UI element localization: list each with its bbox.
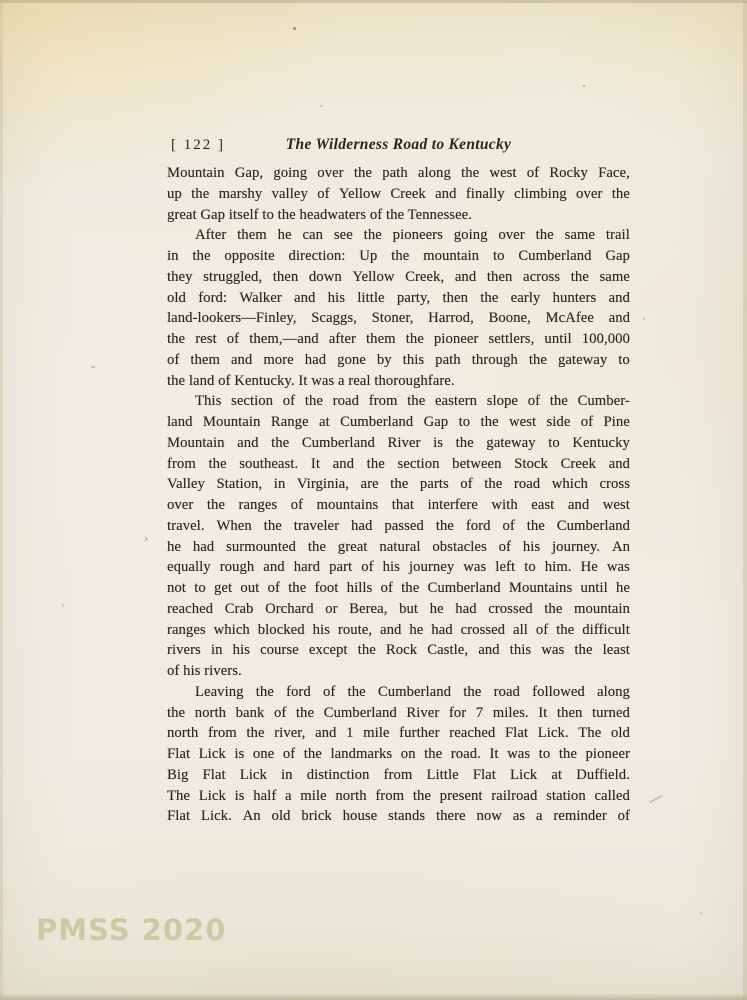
foxing-spot: [62, 604, 64, 607]
text-line: of them and more had gone by this path through the gateway to: [167, 351, 630, 368]
watermark-text: PMSS 2020: [36, 913, 227, 947]
text-line: the rest of them,—and after them the pioneer settlers, until 100,000: [167, 331, 630, 347]
text-line: the land of Kentucky. It was a real thoroughfare.: [167, 372, 455, 389]
page-edge-left: [0, 0, 3, 1000]
text-line: of his rivers.: [167, 663, 242, 679]
text-line: Flat Lick is one of the landmarks on the road. It was to the pioneer: [167, 746, 630, 762]
text-line: This section of the road from the eastern slope of the Cumber-: [195, 393, 630, 410]
page-edge-top: [0, 0, 747, 3]
paragraph: [167, 391, 630, 682]
foxing-spot: [320, 105, 322, 107]
text-line: Big Flat Lick in distinction from Little Flat Lick at Duffield.: [167, 766, 630, 783]
text-line: north from the river, and 1 mile further reached Flat Lick. The old: [167, 725, 630, 742]
text-line: equally rough and hard part of his journey was left to him. He was: [167, 559, 630, 576]
text-line: rivers in his course except the Rock Castle, and this was the least: [167, 642, 630, 659]
foxing-spot: [293, 27, 296, 30]
text-line: from the southeast. It and the section between Stock Creek and: [167, 455, 630, 472]
running-title: The Wilderness Road to Kentucky: [285, 136, 512, 153]
running-header: [167, 136, 630, 163]
text-line: Flat Lick. An old brick house stands there now as a reminder of: [167, 808, 630, 825]
text-line: Leaving the ford of the Cumberland the road followed along: [195, 683, 630, 700]
text-line: Valley Station, in Virginia, are the parts of the road which cross: [167, 476, 630, 493]
text-line: The Lick is half a mile north from the present railroad station called: [167, 787, 630, 804]
foxing-spot: [91, 366, 95, 368]
text-line: land Mountain Range at Cumberland Gap to the west side of Pine: [167, 414, 630, 430]
text-line: reached Crab Orchard or Berea, but he had crossed the mountain: [167, 600, 630, 617]
text-line: over the ranges of mountains that interfere with east and west: [167, 497, 630, 513]
paragraph: [167, 682, 630, 827]
text-line: the north bank of the Cumberland River for 7 miles. It then turned: [167, 704, 630, 721]
foxing-spot: [700, 912, 702, 914]
text-line: up the marshy valley of Yellow Creek and finally climbing over the: [167, 185, 630, 202]
text-line: in the opposite direction: Up the mountain to Cumberland Gap: [167, 248, 630, 264]
text-line: he had surmounted the great natural obstacles of his journey. An: [167, 538, 630, 555]
foxing-spot: [643, 318, 645, 320]
page-edge-bottom: [0, 994, 747, 1000]
margin-pencil-mark: ›: [144, 530, 149, 545]
text-line: not to get out of the foot hills of the Cumberland Mountains until he: [167, 580, 630, 596]
text-line: land-lookers—Finley, Scaggs, Stoner, Harrod, Boone, McAfee and: [167, 310, 630, 327]
page-number: [ 122 ]: [171, 137, 225, 153]
text-line: they struggled, then down Yellow Creek, and then across the same: [167, 268, 630, 285]
page-edge-right: [743, 0, 747, 1000]
text-line: Mountain Gap, going over the path along the west of Rocky Face,: [167, 165, 630, 181]
text-line: After them he can see the pioneers going over the same trail: [195, 227, 630, 244]
text-line: great Gap itself to the headwaters of the Tennessee.: [167, 206, 472, 223]
text-line: old ford: Walker and his little party, then the early hunters and: [167, 289, 630, 306]
text-line: ranges which blocked his route, and he had crossed all of the difficult: [167, 621, 630, 638]
body-text: [167, 163, 630, 827]
text-column: [167, 136, 630, 827]
scratch-mark: [648, 794, 663, 803]
text-line: travel. When the traveler had passed the ford of the Cumberland: [167, 517, 630, 534]
paragraph: [167, 163, 630, 225]
paragraph: [167, 225, 630, 391]
text-line: Mountain and the Cumberland River is the gateway to Kentucky: [167, 434, 630, 451]
foxing-spot: [583, 85, 585, 87]
